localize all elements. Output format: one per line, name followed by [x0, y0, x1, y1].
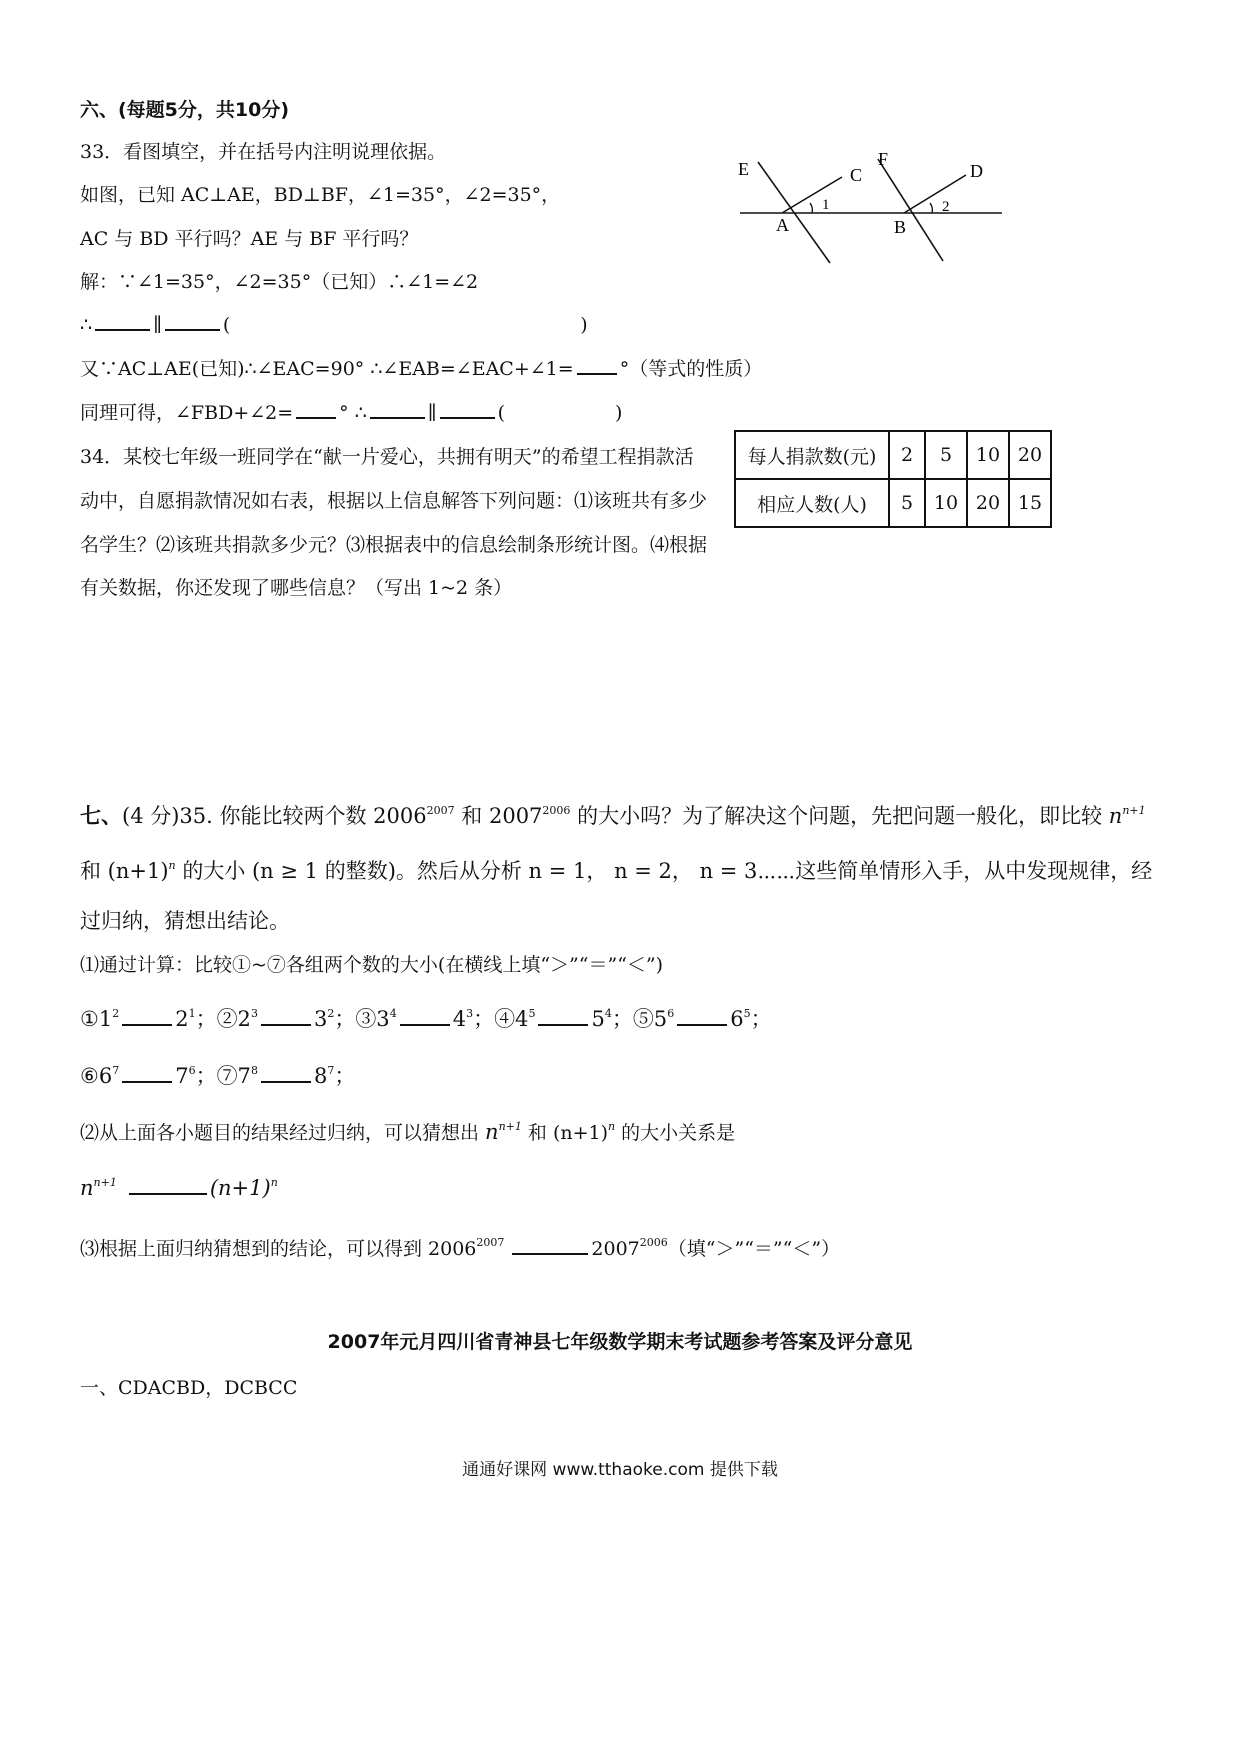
therefore-symbol: ∴: [80, 314, 93, 336]
answer-blank[interactable]: [538, 1006, 588, 1026]
answers-line1: 一、CDACBD，DCBCC: [80, 1377, 298, 1399]
exponent: n+1: [93, 1176, 117, 1189]
q35-line2-b: 的大小 (n ≥ 1 的整数)。然后从分析 n = 1， n = 2， n = 3⋯⋯这些简单情形入手，从中发现规律，经: [175, 859, 1153, 883]
math-n: n: [1108, 804, 1123, 828]
part2-text-b: 和 (n+1): [521, 1122, 609, 1144]
exponent: 2006: [542, 804, 571, 817]
q33-geometry-figure: [728, 145, 1018, 270]
line-FB: [878, 159, 943, 261]
q34-line3: 名学生？⑵该班共捐款多少元？⑶根据表中的信息绘制条形统计图。⑷根据: [80, 534, 708, 556]
exponent: n: [608, 1120, 616, 1133]
part3-text-b: 2007: [591, 1238, 640, 1260]
q35-line2: [80, 855, 1152, 885]
q33-prompt: 33．看图填空，并在括号内注明说理依据。: [80, 141, 447, 163]
q35-part3: [80, 1234, 840, 1261]
q35-intro-b: 和 2007: [454, 804, 543, 828]
table-cell: 5: [889, 479, 925, 527]
q33-question: AC 与 BD 平行吗？AE 与 BF 平行吗？: [80, 228, 419, 250]
q35-line2-a: 和 (n+1): [80, 859, 169, 883]
answer-blank[interactable]: [165, 311, 220, 331]
parallel-symbol: ∥: [153, 314, 162, 336]
row-label: 每人捐款数(元): [735, 431, 889, 479]
table-cell: 15: [1009, 479, 1051, 527]
comparison-row-2: [80, 1060, 355, 1090]
q35-line1: [80, 800, 1146, 830]
exponent: n: [270, 1176, 278, 1189]
paren-close: ): [580, 314, 588, 336]
exponent: n: [168, 859, 176, 872]
answer-blank[interactable]: [677, 1006, 727, 1026]
answer-blank[interactable]: [129, 1175, 207, 1195]
line3-text-a: 又∵AC⊥AE(已知)∴∠EAC=90° ∴∠EAB=∠EAC+∠1=: [80, 358, 574, 380]
q35-intro-a: (4 分)35. 你能比较两个数 2006: [122, 804, 427, 828]
math-n: n: [485, 1120, 499, 1144]
table-row: [735, 431, 1051, 479]
line-BD: [904, 175, 966, 213]
part2-text-a: ⑵从上面各小题目的结果经过归纳，可以猜想出: [80, 1122, 486, 1144]
q33-solution-line1: 解：∵∠1=35°，∠2=35°（已知）∴∠1=∠2: [80, 271, 479, 293]
table-row: [735, 479, 1051, 527]
q35-part2-answer: [80, 1175, 278, 1200]
angle-1-arc: [810, 203, 812, 213]
line4-text-b: ° ∴: [339, 402, 367, 424]
exponent: n+1: [1122, 804, 1146, 817]
row-label: 相应人数(人): [735, 479, 889, 527]
table-cell: 2: [889, 431, 925, 479]
exponent: 2007: [426, 804, 455, 817]
answer-blank[interactable]: [370, 399, 425, 419]
q35-line3: 过归纳，猜想出结论。: [80, 909, 290, 933]
answers-title: 2007年元月四川省青神县七年级数学期末考试题参考答案及评分意见: [327, 1331, 913, 1353]
q35-part2: [80, 1118, 735, 1145]
label-C: C: [850, 165, 863, 185]
exponent: 2007: [476, 1236, 505, 1249]
answer-blank[interactable]: [261, 1063, 311, 1083]
answer-blank[interactable]: [296, 399, 336, 419]
comparison-item: $⑥6^7$ $7^6$；: [80, 1064, 217, 1088]
table-cell: 20: [967, 479, 1009, 527]
answer-blank[interactable]: [122, 1063, 172, 1083]
label-B: B: [894, 217, 907, 237]
part3-text-a: ⑶根据上面归纳猜想到的结论，可以得到 2006: [80, 1238, 477, 1260]
q33-solution-line2: [80, 311, 588, 336]
line3-text-b: °（等式的性质）: [619, 358, 763, 380]
table-cell: 10: [925, 479, 967, 527]
comparison-item: $③3^4$ $4^3$；: [355, 1007, 495, 1031]
paren-open: (: [222, 314, 231, 336]
q35-part1-intro: ⑴通过计算：比较①~⑦各组两个数的大小(在横线上填“＞”“＝”“＜”): [80, 954, 664, 976]
answer-blank[interactable]: [95, 311, 150, 331]
exponent: 2006: [639, 1236, 668, 1249]
table-cell: 20: [1009, 431, 1051, 479]
parallel-symbol: ∥: [427, 402, 437, 424]
comparison-item: $④4^5$ $5^4$；: [494, 1007, 633, 1031]
comparison-item: $⑤5^6$ $6^5$；: [632, 1007, 772, 1031]
answer-blank[interactable]: [440, 399, 495, 419]
answer-blank[interactable]: [577, 355, 617, 375]
donation-table: [734, 430, 1052, 528]
comparison-item: $②2^3$ $3^2$；: [216, 1007, 356, 1031]
comparison-item: $⑦7^8$ $8^7$；: [216, 1064, 356, 1088]
angle-2-arc: [930, 203, 932, 213]
q33-given: 如图，已知 AC⊥AE，BD⊥BF，∠1=35°，∠2=35°，: [80, 184, 561, 206]
math-n: n: [80, 1176, 94, 1200]
part3-text-c: （填“＞”“＝”“＜”）: [667, 1238, 841, 1260]
q34-line1: 34．某校七年级一班同学在“献一片爱心，共拥有明天”的希望工程捐款活: [80, 446, 694, 468]
paren-close: ): [615, 402, 623, 424]
table-cell: 5: [925, 431, 967, 479]
q34-line4: 有关数据，你还发现了哪些信息？（写出 1~2 条）: [80, 577, 513, 599]
comparison-item: $①1^2$ $2^1$；: [80, 1007, 217, 1031]
comparison-row-1: [80, 1003, 772, 1033]
table-cell: 10: [967, 431, 1009, 479]
answer-blank[interactable]: [122, 1006, 172, 1026]
paren-open: (: [497, 402, 505, 424]
section-7-heading: 七、: [80, 804, 122, 828]
label-angle-1: 1: [822, 197, 830, 213]
label-E: E: [738, 159, 749, 179]
q34-line2: 动中，自愿捐款情况如右表，根据以上信息解答下列问题：⑴该班共有多少: [80, 490, 708, 512]
q35-intro-c: 的大小吗？为了解决这个问题，先把问题一般化，即比较: [570, 804, 1109, 828]
part2-text-c: 的大小关系是: [615, 1122, 736, 1144]
exponent: n+1: [498, 1120, 522, 1133]
answer-blank[interactable]: [261, 1006, 311, 1026]
q33-solution-line4: [80, 398, 622, 425]
q33-solution-line3: [80, 354, 762, 381]
section-6-heading: 六、(每题5分，共10分): [80, 99, 290, 121]
page-footer: 通通好课网 www.tthaoke.com 提供下载: [462, 1460, 778, 1480]
label-D: D: [970, 161, 983, 181]
math-n-plus-1: (n+1): [209, 1176, 271, 1200]
answer-blank[interactable]: [400, 1006, 450, 1026]
answer-blank[interactable]: [512, 1235, 588, 1255]
line4-text-a: 同理可得，∠FBD+∠2=: [80, 402, 294, 424]
label-F: F: [878, 149, 889, 169]
label-A: A: [776, 215, 789, 235]
label-angle-2: 2: [942, 199, 950, 215]
